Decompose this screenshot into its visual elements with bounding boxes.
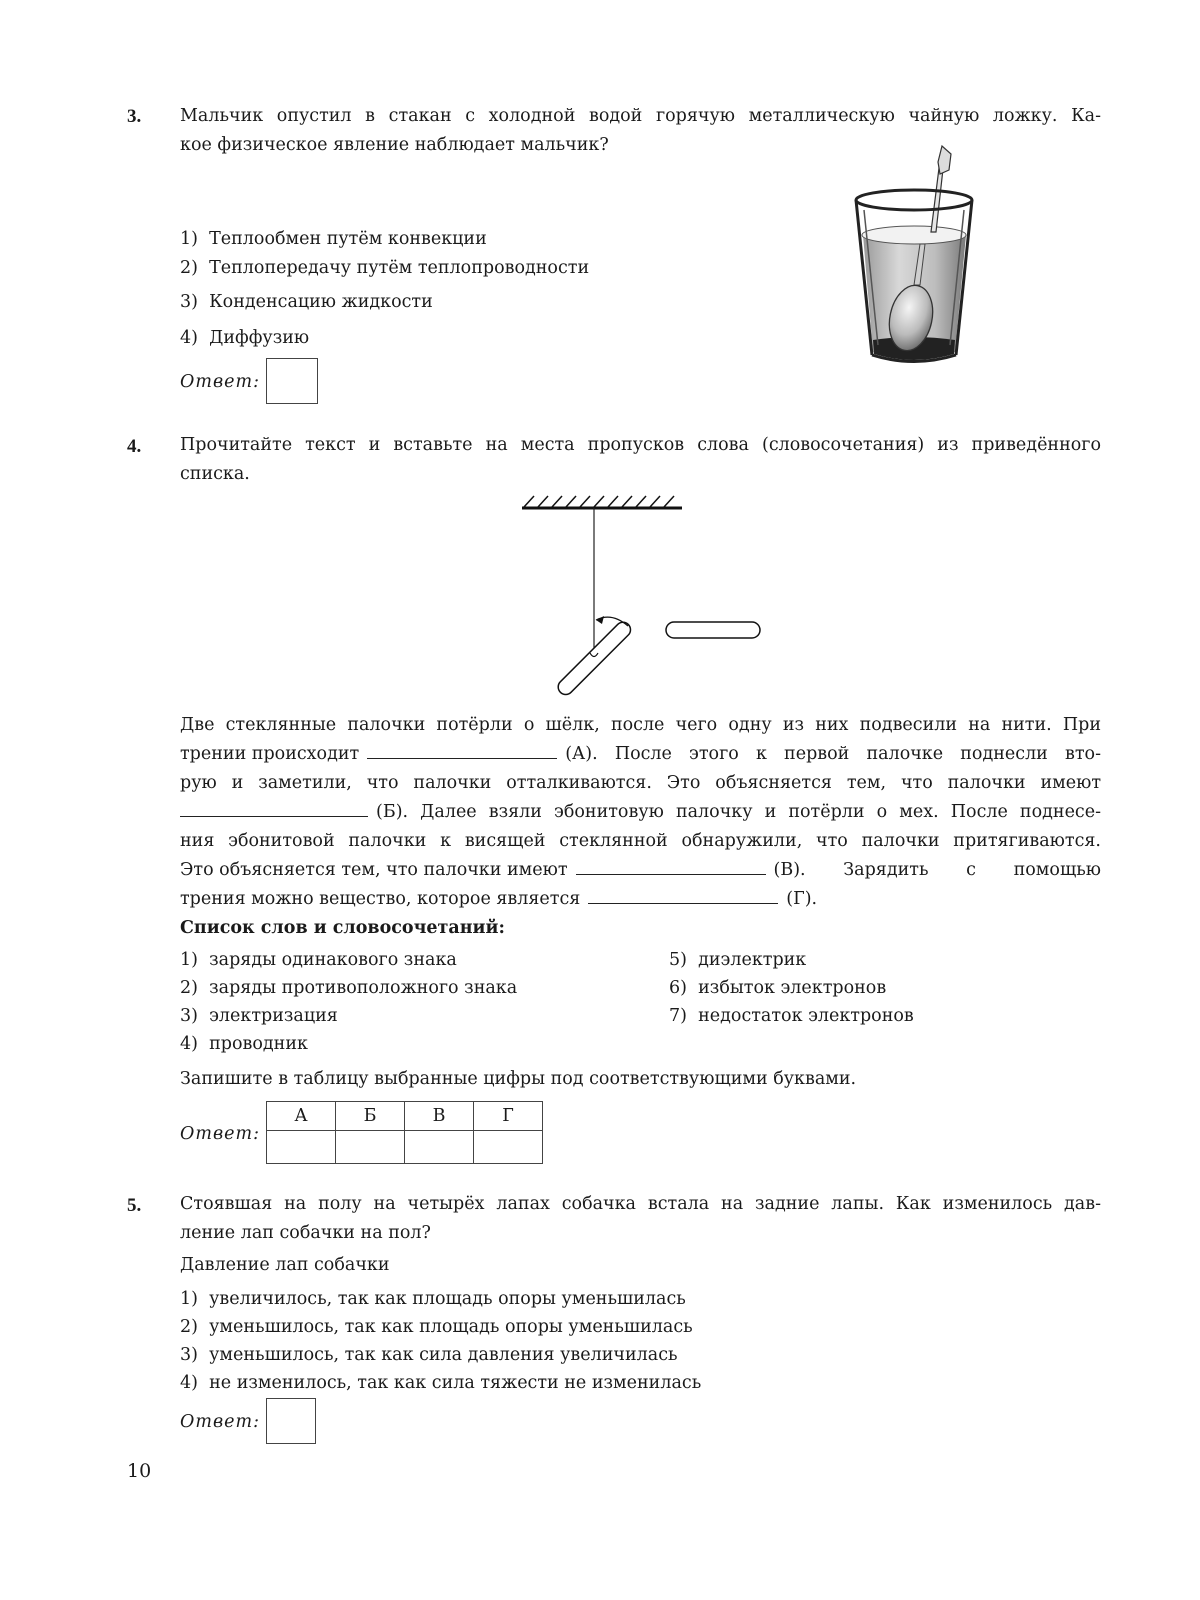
question-4-text-line1: Прочитайте текст и вставьте на места пропусков слова (словосочетания) из приведённого — [180, 435, 1101, 455]
table-header-g: Г — [474, 1102, 543, 1131]
list-item-number: 6) — [669, 978, 687, 998]
option-text: Диффузию — [209, 328, 310, 348]
passage-text: Это объясняется тем, что палочки имеют — [180, 860, 568, 880]
blank-v[interactable] — [576, 856, 766, 875]
list-item — [669, 974, 886, 1002]
word-list-title: Список слов и словосочетаний: — [180, 918, 505, 938]
question-4-text-line2: списка. — [180, 464, 250, 484]
question-3-number: 3. — [127, 106, 142, 127]
answer-table-input-row — [267, 1131, 543, 1164]
charged-rods-illustration — [512, 490, 772, 700]
list-item-text: избыток электронов — [698, 978, 887, 998]
table-header-a: А — [267, 1102, 336, 1131]
passage-line6 — [180, 856, 1101, 885]
list-item-text: недостаток электронов — [698, 1006, 914, 1026]
option-2[interactable] — [180, 254, 589, 282]
answer-cell-g[interactable] — [474, 1131, 543, 1164]
passage-line4 — [180, 798, 1101, 827]
list-item-text: проводник — [209, 1034, 308, 1054]
option-number: 2) — [180, 1317, 198, 1337]
passage-text: трении происходит — [180, 744, 360, 764]
option-number: 1) — [180, 229, 198, 249]
passage-line5: ния эбонитовой палочки к висящей стеклянной обнаружили, что палочки притягиваются. — [180, 831, 1101, 851]
passage-line2 — [180, 740, 1101, 769]
passage-line1: Две стеклянные палочки потёрли о шёлк, после чего одну из них подвесили на нити. При — [180, 715, 1101, 735]
option-1[interactable] — [180, 1285, 686, 1313]
list-item — [669, 946, 806, 974]
list-item-number: 2) — [180, 978, 198, 998]
option-text: Теплообмен путём конвекции — [209, 229, 487, 249]
answer-label: Ответ: — [180, 1124, 260, 1144]
list-item — [669, 1002, 914, 1030]
answer-label: Ответ: — [180, 1412, 260, 1432]
question-3-text-line1: Мальчик опустил в стакан с холодной водой горячую металлическую чайную ложку. Ка- — [180, 106, 1101, 126]
table-header-v: В — [405, 1102, 474, 1131]
option-text: уменьшилось, так как площадь опоры уменьшилась — [209, 1317, 693, 1337]
question-5-stem: Давление лап собачки — [180, 1255, 390, 1275]
passage-line7 — [180, 885, 1101, 914]
question-5-number: 5. — [127, 1195, 142, 1216]
option-text: увеличилось, так как площадь опоры уменьшилась — [209, 1289, 686, 1309]
list-item-text: электризация — [209, 1006, 338, 1026]
option-text: Конденсацию жидкости — [209, 292, 433, 312]
list-item — [180, 1030, 308, 1058]
list-item-number: 1) — [180, 950, 198, 970]
blank-g[interactable] — [588, 885, 778, 904]
passage-text: (Г). — [786, 889, 818, 909]
table-instruction: Запишите в таблицу выбранные цифры под соответствующими буквами. — [180, 1069, 857, 1089]
option-4[interactable] — [180, 1369, 701, 1397]
glass-with-spoon-illustration — [848, 140, 980, 372]
table-header-b: Б — [336, 1102, 405, 1131]
option-text: не изменилось, так как сила тяжести не изменилась — [209, 1373, 702, 1393]
option-4[interactable] — [180, 324, 309, 352]
passage-text: трения можно вещество, которое является — [180, 889, 581, 909]
answer-label: Ответ: — [180, 372, 260, 392]
list-item-number: 4) — [180, 1034, 198, 1054]
option-number: 4) — [180, 1373, 198, 1393]
option-2[interactable] — [180, 1313, 693, 1341]
answer-table — [266, 1101, 543, 1164]
option-3[interactable] — [180, 1341, 678, 1369]
list-item — [180, 974, 517, 1002]
option-text: Теплопередачу путём теплопроводности — [209, 258, 590, 278]
list-item-text: заряды противоположного знака — [209, 978, 518, 998]
answer-table-header-row — [267, 1102, 543, 1131]
option-number: 4) — [180, 328, 198, 348]
passage-text: (Б). Далее взяли эбонитовую палочку и потёрли о мех. После поднесе- — [376, 802, 1101, 822]
blank-a[interactable] — [367, 740, 557, 759]
question-5-text-line2: ление лап собачки на пол? — [180, 1223, 431, 1243]
question-3-text-line2: кое физическое явление наблюдает мальчик? — [180, 135, 609, 155]
list-item-number: 3) — [180, 1006, 198, 1026]
list-item — [180, 1002, 338, 1030]
option-number: 3) — [180, 292, 198, 312]
question-4-number: 4. — [127, 436, 142, 457]
option-number: 1) — [180, 1289, 198, 1309]
list-item-number: 7) — [669, 1006, 687, 1026]
question-5-text-line1: Стоявшая на полу на четырёх лапах собачка встала на задние лапы. Как изменилось дав- — [180, 1194, 1101, 1214]
answer-input-box[interactable] — [266, 358, 318, 404]
answer-input-box[interactable] — [266, 1398, 316, 1444]
blank-b[interactable] — [180, 798, 368, 817]
list-item — [180, 946, 457, 974]
option-text: уменьшилось, так как сила давления увеличилась — [209, 1345, 678, 1365]
option-number: 3) — [180, 1345, 198, 1365]
page-number: 10 — [127, 1460, 152, 1482]
option-number: 2) — [180, 258, 198, 278]
answer-cell-a[interactable] — [267, 1131, 336, 1164]
answer-cell-b[interactable] — [336, 1131, 405, 1164]
option-1[interactable] — [180, 225, 487, 253]
list-item-text: диэлектрик — [698, 950, 807, 970]
list-item-text: заряды одинакового знака — [209, 950, 457, 970]
passage-text: (В). Зарядить с помощью — [773, 860, 1101, 880]
list-item-number: 5) — [669, 950, 687, 970]
option-3[interactable] — [180, 288, 433, 316]
passage-line3: рую и заметили, что палочки отталкиваются. Это объясняется тем, что палочки имеют — [180, 773, 1101, 793]
passage-text: (А). После этого к первой палочке поднесли вто- — [565, 744, 1101, 764]
answer-cell-v[interactable] — [405, 1131, 474, 1164]
